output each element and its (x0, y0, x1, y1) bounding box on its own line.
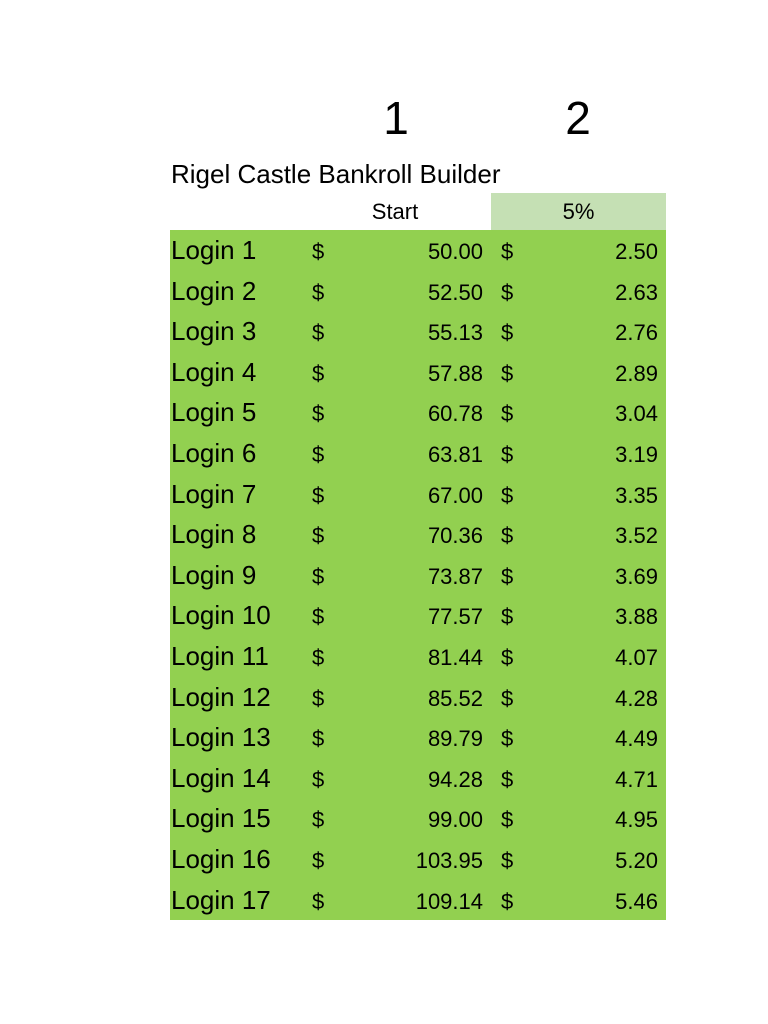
gain-amount: 3.88 (615, 604, 658, 630)
start-currency-symbol: $ (312, 685, 325, 711)
row-label: Login 3 (171, 316, 257, 347)
row-label: Login 4 (171, 356, 257, 387)
gain-currency-symbol: $ (501, 766, 514, 792)
row-label: Login 15 (171, 803, 271, 834)
table-row (170, 352, 666, 393)
row-label: Login 17 (171, 884, 271, 915)
gain-amount: 2.63 (615, 279, 658, 305)
table-row (170, 514, 666, 555)
start-amount: 94.28 (427, 766, 483, 792)
gain-amount: 3.04 (615, 401, 658, 427)
gain-currency-symbol: $ (501, 604, 514, 630)
table-row (170, 798, 666, 839)
table-row (170, 758, 666, 799)
gain-amount: 3.69 (615, 563, 658, 589)
row-label: Login 16 (171, 844, 271, 874)
gain-currency-symbol: $ (501, 726, 514, 752)
table-row (170, 271, 666, 312)
start-amount: 99.00 (427, 807, 483, 833)
gain-amount: 5.46 (615, 888, 658, 914)
table-row (170, 392, 666, 433)
start-amount: 81.44 (427, 645, 483, 670)
table-row (170, 230, 666, 271)
row-label: Login 10 (171, 600, 271, 631)
row-label: Login 1 (171, 235, 257, 265)
gain-amount: 3.35 (615, 482, 658, 508)
row-label: Login 8 (171, 519, 257, 550)
row-label: Login 14 (171, 762, 271, 793)
row-label: Login 12 (171, 681, 271, 712)
start-currency-symbol: $ (312, 604, 325, 630)
gain-amount: 4.49 (615, 726, 658, 752)
table-row (170, 839, 666, 880)
start-amount: 73.87 (427, 563, 483, 589)
gain-amount: 4.71 (615, 766, 658, 792)
start-amount: 57.88 (427, 360, 483, 386)
table-row (170, 880, 666, 921)
start-header: Start (371, 199, 419, 224)
start-currency-symbol: $ (312, 766, 325, 792)
gain-currency-symbol: $ (501, 563, 514, 589)
row-label: Login 11 (171, 641, 269, 671)
gain-currency-symbol: $ (501, 645, 514, 670)
start-amount: 63.81 (427, 442, 483, 467)
start-currency-symbol: $ (312, 563, 325, 589)
gain-currency-symbol: $ (501, 848, 514, 873)
row-label: Login 9 (171, 559, 257, 590)
column-number-2: 2 (565, 92, 591, 144)
start-amount: 55.13 (427, 320, 483, 346)
gain-amount: 2.89 (615, 360, 658, 386)
start-currency-symbol: $ (312, 360, 325, 386)
start-amount: 60.78 (427, 401, 483, 427)
table-row (170, 311, 666, 352)
gain-amount: 2.76 (615, 320, 658, 346)
start-currency-symbol: $ (312, 888, 325, 914)
row-label: Login 6 (171, 438, 257, 468)
start-amount: 70.36 (427, 523, 483, 549)
rate-header: 5% (491, 193, 666, 230)
table-row (170, 433, 666, 474)
start-currency-symbol: $ (312, 239, 325, 264)
table-row (170, 717, 666, 758)
gain-currency-symbol: $ (501, 807, 514, 833)
header-row (170, 193, 666, 230)
gain-currency-symbol: $ (501, 888, 514, 914)
start-currency-symbol: $ (312, 807, 325, 833)
table-row (170, 555, 666, 596)
column-number-1: 1 (383, 92, 409, 144)
gain-currency-symbol: $ (501, 685, 514, 711)
start-amount: 50.00 (427, 239, 483, 264)
row-label: Login 2 (171, 275, 257, 306)
start-amount: 89.79 (427, 726, 483, 752)
start-currency-symbol: $ (312, 279, 325, 305)
start-currency-symbol: $ (312, 442, 325, 467)
start-amount: 103.95 (415, 848, 483, 873)
gain-amount: 5.20 (615, 848, 658, 873)
gain-amount: 3.19 (615, 442, 658, 467)
table-row (170, 677, 666, 718)
start-currency-symbol: $ (312, 482, 325, 508)
gain-currency-symbol: $ (501, 401, 514, 427)
table-row (170, 595, 666, 636)
start-amount: 52.50 (427, 279, 483, 305)
gain-currency-symbol: $ (501, 239, 514, 264)
row-label: Login 13 (171, 722, 271, 753)
gain-currency-symbol: $ (501, 320, 514, 346)
gain-amount: 4.07 (615, 645, 658, 670)
row-label: Login 7 (171, 478, 257, 509)
start-amount: 109.14 (415, 888, 483, 914)
gain-amount: 2.50 (615, 239, 658, 264)
gain-amount: 4.95 (615, 807, 658, 833)
table-row (170, 636, 666, 677)
start-currency-symbol: $ (312, 726, 325, 752)
start-currency-symbol: $ (312, 320, 325, 346)
sheet-title: Rigel Castle Bankroll Builder (171, 159, 501, 189)
gain-currency-symbol: $ (501, 279, 514, 305)
start-currency-symbol: $ (312, 645, 325, 670)
gain-amount: 3.52 (615, 523, 658, 549)
gain-amount: 4.28 (615, 685, 658, 711)
gain-currency-symbol: $ (501, 360, 514, 386)
row-label: Login 5 (171, 397, 257, 428)
gain-currency-symbol: $ (501, 523, 514, 549)
start-currency-symbol: $ (312, 401, 325, 427)
gain-currency-symbol: $ (501, 482, 514, 508)
gain-currency-symbol: $ (501, 442, 514, 467)
start-amount: 85.52 (427, 685, 483, 711)
start-currency-symbol: $ (312, 523, 325, 549)
table-row (170, 474, 666, 515)
start-amount: 67.00 (427, 482, 483, 508)
start-currency-symbol: $ (312, 848, 325, 873)
bankroll-table (170, 230, 666, 920)
start-amount: 77.57 (427, 604, 483, 630)
